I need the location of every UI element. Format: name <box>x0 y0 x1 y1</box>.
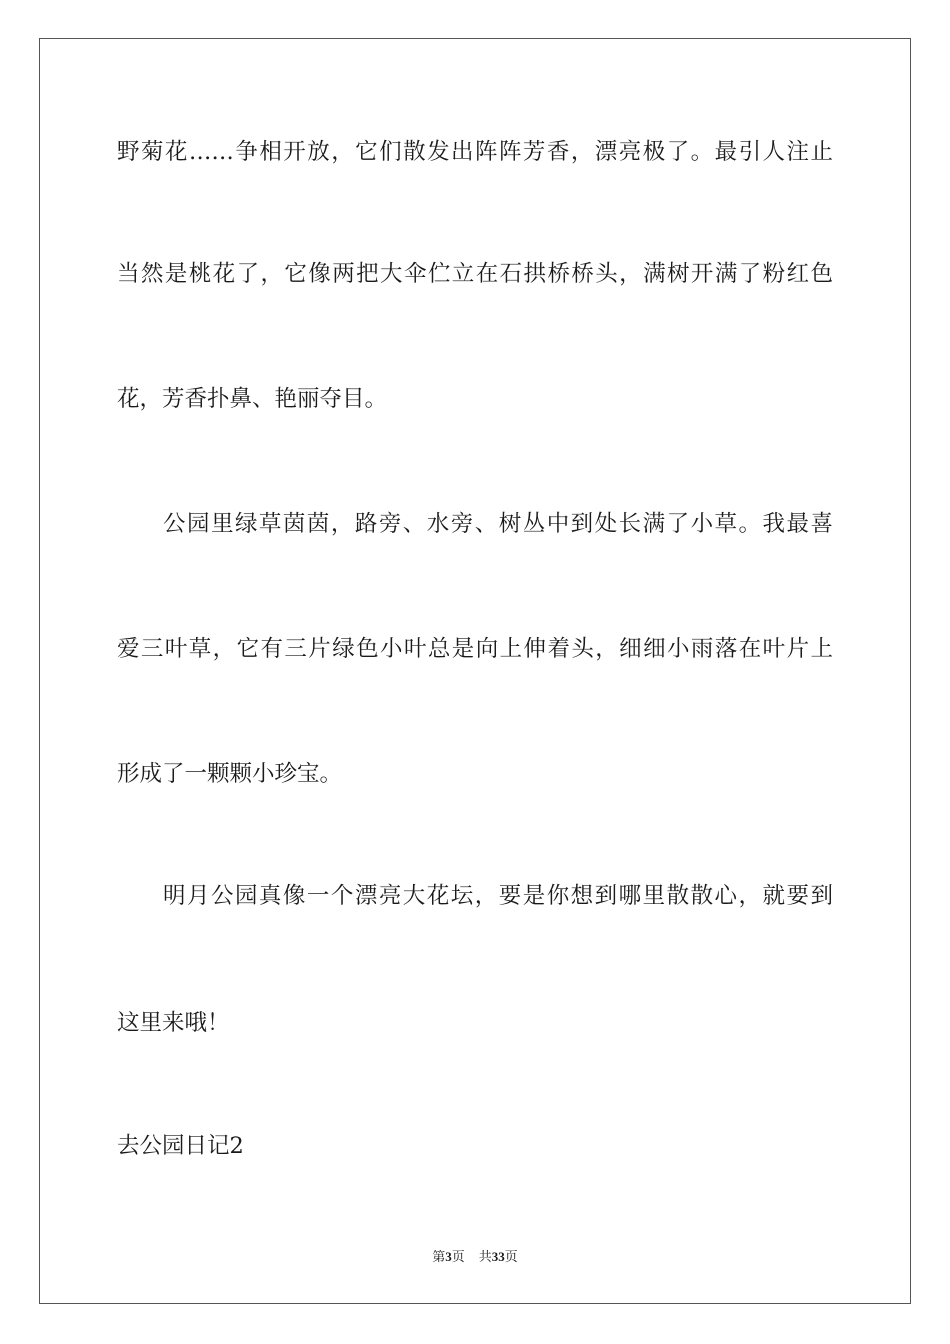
paragraph-line: 野菊花……争相开放，它们散发出阵阵芳香，漂亮极了。最引人注止 <box>117 139 833 165</box>
section-heading: 去公园日记2 <box>117 1133 244 1159</box>
paragraph-line: 爱三叶草，它有三片绿色小叶总是向上伸着头，细细小雨落在叶片上 <box>117 636 833 662</box>
page-footer <box>0 1248 950 1267</box>
paragraph-line: 公园里绿草茵茵，路旁、水旁、树丛中到处长满了小草。我最喜 <box>163 511 833 537</box>
page-prefix: 第 <box>432 1250 446 1265</box>
page-border <box>39 38 911 1304</box>
total-prefix: 共 <box>478 1250 492 1265</box>
paragraph-line: 当然是桃花了，它像两把大伞伫立在石拱桥桥头，满树开满了粉红色 <box>117 261 833 287</box>
page-suffix: 页 <box>451 1250 465 1265</box>
total-pages: 33 <box>491 1249 505 1264</box>
paragraph-line: 花，芳香扑鼻、艳丽夺目。 <box>117 386 388 412</box>
page-number: 3 <box>445 1249 452 1264</box>
paragraph-line: 形成了一颗颗小珍宝。 <box>117 761 343 787</box>
paragraph-line: 明月公园真像一个漂亮大花坛，要是你想到哪里散散心，就要到 <box>163 883 833 909</box>
paragraph-line: 这里来哦！ <box>117 1010 230 1036</box>
total-suffix: 页 <box>504 1250 518 1265</box>
